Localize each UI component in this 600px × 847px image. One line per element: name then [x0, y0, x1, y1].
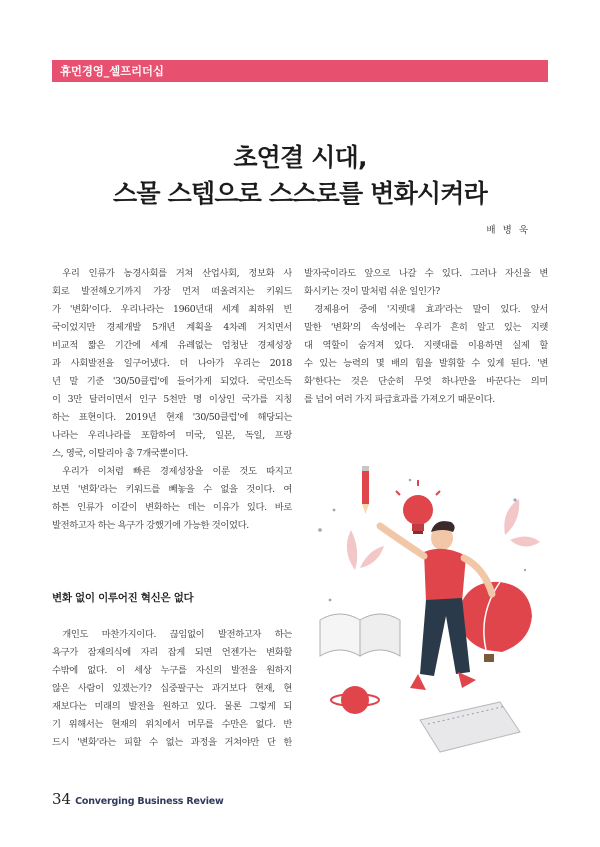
body-text-line: 수밖에 없다. 이 세상 누구를 자신의 발전을 원하지	[52, 665, 292, 676]
planet-icon	[331, 686, 379, 714]
body-text-line: 가 '변화'이다. 우리나라는 1960년대 세계 최하위 빈	[52, 304, 292, 315]
section-subheading: 변화 없이 이루어진 혁신은 없다	[52, 592, 194, 604]
open-book-icon	[320, 614, 400, 656]
body-text-line: 화시키는 것이 말처럼 쉬운 일인가?	[304, 286, 440, 297]
pencil-icon	[362, 466, 369, 514]
body-text-line: 발전하고자 하는 욕구가 강했기에 가능한 것이었다.	[52, 520, 249, 531]
lightbulb-icon	[396, 480, 440, 534]
body-text-line: 개인도 마찬가지이다. 끊임없이 발전하고자 하는	[62, 629, 292, 640]
body-text-line: 스, 영국, 이탈리아 총 7개국뿐이다.	[52, 448, 189, 459]
body-text-line: 하튼 인류가 이같이 변화하는 데는 이유가 있다. 바로	[52, 502, 292, 513]
body-text-line: 재보다는 미래의 발전을 원하고 있다. 물론 그렇게 되	[52, 701, 292, 712]
category-banner	[52, 60, 548, 82]
body-text-line: 기 위해서는 현재의 위치에서 머무를 수만은 없다. 반	[52, 719, 292, 730]
title-line-1: 초연결 시대,	[233, 143, 367, 172]
body-text-line: 보면 '변화'라는 키워드를 빼놓을 수 없을 것이다. 여	[52, 484, 292, 495]
hot-air-balloon-icon	[460, 582, 532, 662]
body-text-line: 비교적 짧은 기간에 세계 유례없는 엄청난 경제성장	[52, 340, 292, 351]
body-text-line: 드시 '변화'라는 피할 수 없는 과정을 거쳐야만 단 한	[52, 737, 292, 748]
body-column-left-lower	[52, 626, 292, 752]
title-line-2: 스몰 스텝으로 스스로를 변화시켜라	[113, 179, 487, 208]
body-text-line: 발자국이라도 앞으로 나갈 수 있다. 그러나 자신을 변	[304, 268, 548, 279]
plant-right-icon	[504, 499, 540, 547]
magazine-name: Converging Business Review	[75, 796, 224, 807]
body-text-line: 않은 사람이 있겠는가? 십중팔구는 과거보다 현재, 현	[52, 683, 292, 694]
page-footer	[52, 790, 224, 808]
notebook-icon	[420, 702, 520, 752]
body-text-line: 하는 표현이다. 2019년 현재 '30/50클럽'에 해당되는	[52, 412, 292, 423]
body-text-line: 경제용어 중에 '지렛대 효과'라는 말이 있다. 앞서	[314, 304, 548, 315]
body-text-line: 회로 발전해오기까지 가장 먼저 떠올려지는 키워드	[52, 286, 292, 297]
body-text-line: 우리가 이처럼 빠른 경제성장을 이룬 것도 따지고	[62, 466, 292, 477]
body-text-line: 화'한다는 것은 단순히 무엇 하나만을 바꾼다는 의미	[304, 376, 548, 387]
body-text-line: 이 3만 달러이면서 인구 5천만 명 이상인 국가를 지칭	[52, 394, 292, 405]
body-column-right	[304, 265, 548, 409]
body-text-line: 말한 '변화'의 속성에는 우리가 흔히 알고 있는 지렛	[304, 322, 548, 333]
body-text-line: 과 사회발전을 일구어냈다. 더 나아가 우리는 2018	[52, 358, 292, 369]
body-text-line: 나라는 우리나라를 포함하여 미국, 일본, 독일, 프랑	[52, 430, 292, 441]
body-column-left	[52, 265, 292, 535]
body-text-line: 수 있는 능력의 몇 배의 힘을 발휘할 수 있게 된다. '변	[304, 358, 548, 369]
body-text-line: 국이었지만 경제개발 5개년 계획을 4차례 거치면서	[52, 322, 292, 333]
body-text-line: 대 역할이 숨겨져 있다. 지렛대를 이용하면 실제 할	[304, 340, 548, 351]
author-name: 배 병 욱	[486, 225, 530, 236]
body-text-line: 를 넘어 여러 가지 파급효과를 가져오기 때문이다.	[304, 394, 495, 405]
page-number: 34	[52, 790, 72, 808]
article-title	[0, 140, 600, 212]
body-text-line: 년 말 기준 '30/50클럽'에 들어가게 되었다. 국민소득	[52, 376, 292, 387]
body-text-line: 욕구가 잠재의식에 자리 잡게 되면 언젠가는 변화할	[52, 647, 292, 658]
category-label: 휴먼경영_셀프리더십	[60, 64, 164, 78]
plant-left-icon	[347, 530, 384, 570]
body-text-line: 우리 인류가 농경사회를 거쳐 산업사회, 정보화 사	[62, 268, 292, 279]
illustration-man-flying-with-lightbulb	[300, 440, 550, 770]
